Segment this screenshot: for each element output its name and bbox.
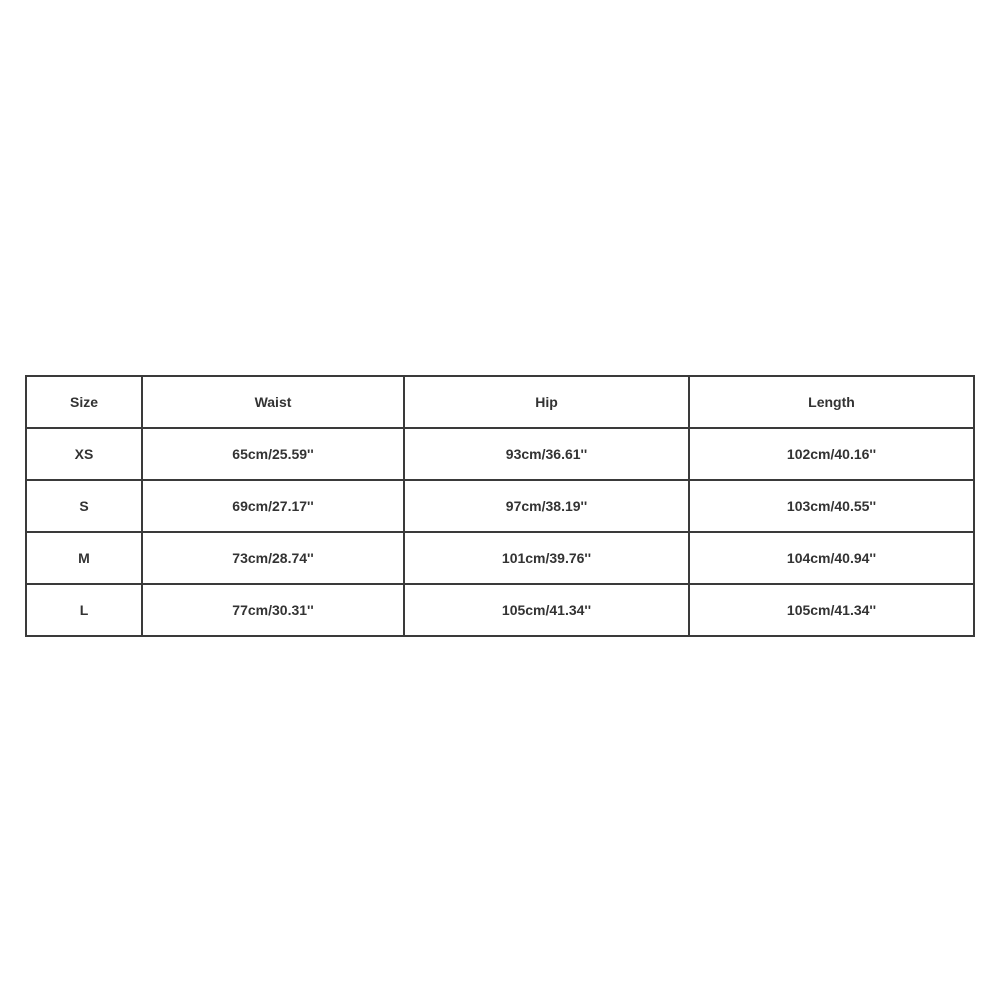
header-length: Length xyxy=(689,376,974,428)
table-header-row xyxy=(26,376,974,428)
cell-hip: 101cm/39.76'' xyxy=(404,532,689,584)
cell-length: 104cm/40.94'' xyxy=(689,532,974,584)
size-chart-table xyxy=(25,375,975,637)
cell-hip: 93cm/36.61'' xyxy=(404,428,689,480)
cell-size: S xyxy=(26,480,142,532)
table-row xyxy=(26,428,974,480)
cell-size: M xyxy=(26,532,142,584)
cell-waist: 65cm/25.59'' xyxy=(142,428,404,480)
cell-waist: 69cm/27.17'' xyxy=(142,480,404,532)
cell-length: 102cm/40.16'' xyxy=(689,428,974,480)
cell-length: 105cm/41.34'' xyxy=(689,584,974,636)
header-size: Size xyxy=(26,376,142,428)
cell-waist: 73cm/28.74'' xyxy=(142,532,404,584)
table-row xyxy=(26,584,974,636)
cell-hip: 105cm/41.34'' xyxy=(404,584,689,636)
cell-hip: 97cm/38.19'' xyxy=(404,480,689,532)
table-row xyxy=(26,480,974,532)
header-hip: Hip xyxy=(404,376,689,428)
cell-length: 103cm/40.55'' xyxy=(689,480,974,532)
cell-waist: 77cm/30.31'' xyxy=(142,584,404,636)
header-waist: Waist xyxy=(142,376,404,428)
table-row xyxy=(26,532,974,584)
cell-size: XS xyxy=(26,428,142,480)
cell-size: L xyxy=(26,584,142,636)
